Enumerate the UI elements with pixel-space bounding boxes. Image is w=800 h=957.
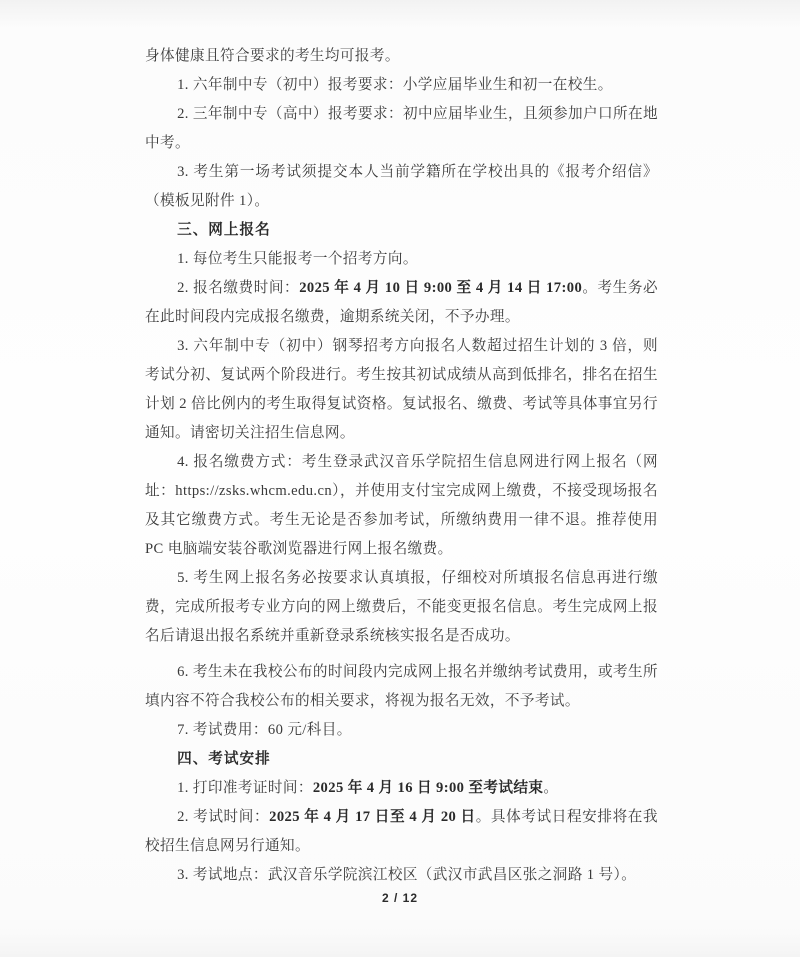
paragraph [145, 71, 658, 100]
text-run: 3. 考生第一场考试须提交本人当前学籍所在学校出具的《报考介绍信》（模板见附件 1）。 [145, 164, 658, 209]
text-run: 2. 报名缴费时间： [177, 280, 300, 296]
paragraph [145, 448, 658, 564]
paragraph [145, 564, 658, 651]
text-run: 身体健康且符合要求的考生均可报考。 [145, 48, 400, 64]
paragraph [145, 774, 658, 803]
text-run: 。具体考试日程安排将在我校招生信息网另行通知。 [145, 809, 658, 854]
text-run: 2. 考试时间： [177, 809, 270, 825]
paragraph [145, 803, 658, 861]
text-run: 4. 报名缴费方式：考生登录武汉音乐学院招生信息网进行网上报名（网址：https://zsks.whcm.edu.cn），并使用支付宝完成网上缴费，不接受现场报名及其它缴费方式。考生无论是否参加考试，所缴纳费用一律不退。推荐使用 PC 电脑端安装谷歌浏览器进行网上报名缴费。 [145, 454, 658, 557]
text-run: 3. 考试地点：武汉音乐学院滨江校区（武汉市武昌区张之洞路 1 号）。 [177, 867, 637, 883]
text-run: 1. 六年制中专（初中）报考要求：小学应届毕业生和初一在校生。 [177, 77, 613, 93]
paragraph [145, 332, 658, 448]
paragraph [145, 716, 658, 745]
paragraph [145, 42, 658, 71]
document-body [145, 42, 658, 890]
paragraph [145, 274, 658, 332]
text-run: 3. 六年制中专（初中）钢琴招考方向报名人数超过招生计划的 3 倍，则考试分初、复试两个阶段进行。考生按其初试成绩从高到低排名，排名在招生计划 2 倍比例内的考生取得复试资格。复试报名、缴费、考试等具体事宜另行通知。请密切关注招生信息网。 [145, 338, 658, 441]
paragraph [145, 100, 658, 158]
page-number: 2 / 12 [381, 891, 419, 905]
section-heading [145, 745, 658, 774]
text-run: 。 [543, 780, 559, 796]
text-run: 2. 三年制中专（高中）报考要求：初中应届毕业生，且须参加户口所在地中考。 [145, 106, 658, 151]
bold-text-run: 四、考试安排 [177, 751, 271, 767]
bold-text-run: 三、网上报名 [177, 222, 271, 238]
text-run: 1. 每位考生只能报考一个招考方向。 [177, 251, 418, 267]
text-run: 。考生务必在此时间段内完成报名缴费，逾期系统关闭，不予办理。 [145, 280, 658, 325]
bold-text-run: 2025 年 4 月 10 日 9:00 至 4 月 14 日 17:00 [299, 280, 583, 296]
text-run: 6. 考生未在我校公布的时间段内完成网上报名并缴纳考试费用，或考生所填内容不符合我校公布的相关要求，将视为报名无效，不予考试。 [145, 664, 658, 709]
paragraph [145, 861, 658, 890]
text-run: 1. 打印准考证时间： [177, 780, 313, 796]
text-run: 5. 考生网上报名务必按要求认真填报，仔细校对所填报名信息再进行缴费，完成所报考专业方向的网上缴费后，不能变更报名信息。考生完成网上报名后请退出报名系统并重新登录系统核实报名是否成功。 [145, 570, 658, 644]
text-run: 7. 考试费用：60 元/科目。 [177, 722, 352, 738]
paragraph [145, 158, 658, 216]
bold-text-run: 2025 年 4 月 16 日 9:00 至考试结束 [312, 780, 544, 796]
paragraph [145, 245, 658, 274]
bold-text-run: 2025 年 4 月 17 日至 4 月 20 日 [269, 809, 476, 825]
section-heading [145, 216, 658, 245]
paragraph [145, 658, 658, 716]
